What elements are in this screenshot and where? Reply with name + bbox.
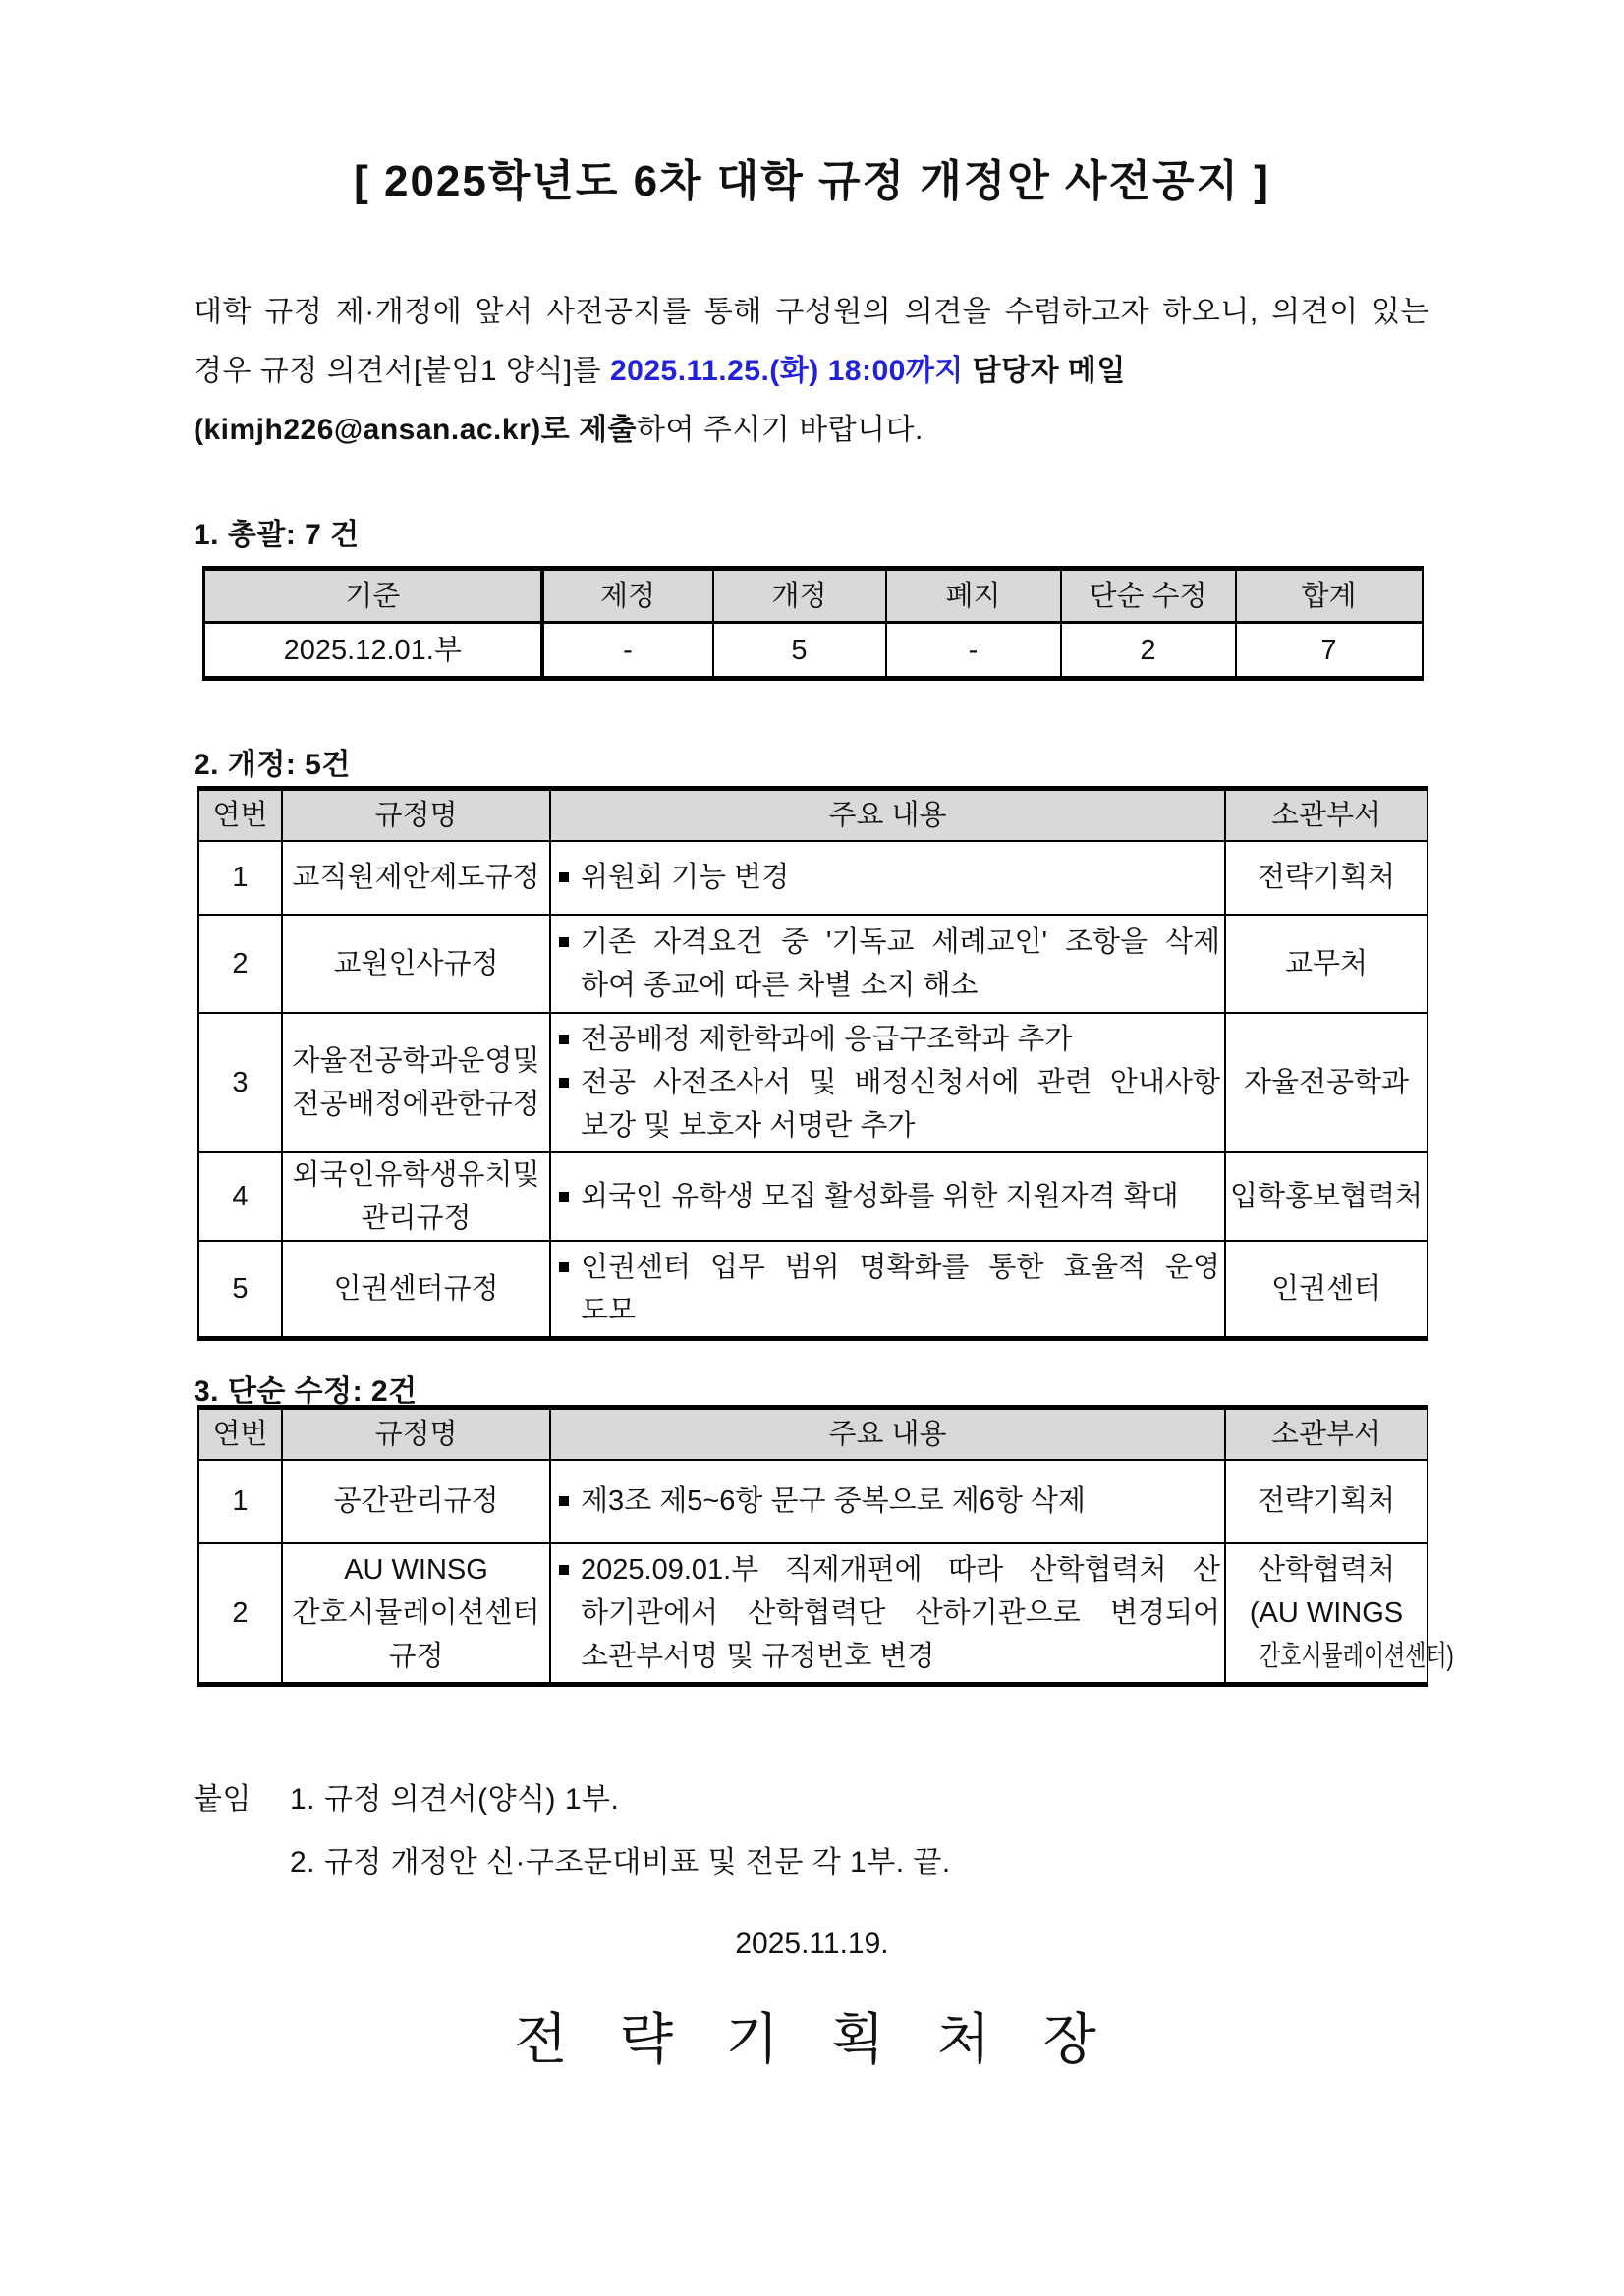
col-header-basis: 기준 (204, 569, 542, 623)
intro-line-2 (194, 342, 1429, 401)
table-row (198, 1241, 1428, 1339)
square-bullet-icon (559, 1262, 569, 1272)
section-1-heading: 1. 총괄: 7 건 (194, 519, 360, 551)
col-header-enacted: 제정 (542, 569, 713, 623)
table-row (198, 1013, 1428, 1152)
content-item: 제3조 제5~6항 문구 중복으로 제6항 삭제 (551, 1480, 1220, 1523)
col-header-department: 소관부서 (1225, 1408, 1428, 1460)
simple-edits-table-header-row (198, 1408, 1428, 1460)
square-bullet-icon (559, 1565, 569, 1575)
cell-no: 2 (198, 1543, 282, 1685)
table-row (198, 841, 1428, 915)
intro-line-1: 대학 규정 제·개정에 앞서 사전공지를 통해 구성원의 의견을 수렴하고자 하오니, 의견이 있는 (194, 296, 1429, 328)
cell-regulation-name: 외국인유학생유치및 관리규정 (282, 1152, 550, 1241)
cell-department: 산학협력처 (AU WINGS 간호시뮬레이션센터) (1225, 1543, 1428, 1685)
cell-department: 인권센터 (1225, 1241, 1428, 1339)
section-2-heading: 2. 개정: 5건 (194, 749, 351, 781)
col-header-department: 소관부서 (1225, 789, 1428, 841)
intro-line-3-rest: 하여 주시기 바랍니다. (637, 414, 924, 446)
square-bullet-icon (559, 1496, 569, 1506)
section-3-heading: 3. 단순 수정: 2건 (194, 1375, 418, 1408)
table-row (198, 915, 1428, 1013)
document-date: 2025.11.19. (735, 1928, 889, 1960)
content-item: 외국인 유학생 모집 활성화를 위한 지원자격 확대 (551, 1175, 1220, 1218)
cell-regulation-name: 공간관리규정 (282, 1460, 550, 1543)
cell-amended-count: 5 (713, 623, 886, 679)
intro-paragraph (194, 283, 1429, 460)
attachment-item-2: 2. 규정 개정안 신·구조문대비표 및 전문 각 1부. 끝. (290, 1846, 951, 1878)
summary-table-header-row (204, 569, 1423, 623)
cell-no: 2 (198, 915, 282, 1013)
amendments-table-header-row (198, 789, 1428, 841)
intro-line-2-text: 경우 규정 의견서[붙임1 양식]를 (194, 355, 610, 387)
content-item: 기존 자격요건 중 '기독교 세례교인' 조항을 삭제 하여 종교에 따른 차별 소지 해소 (551, 921, 1220, 1007)
content-item: 인권센터 업무 범위 명확화를 통한 효율적 운영 도모 (551, 1246, 1220, 1332)
summary-table (202, 566, 1424, 681)
cell-department: 입학홍보협력처 (1225, 1152, 1428, 1241)
cell-main-content (550, 915, 1225, 1013)
cell-regulation-name: 교원인사규정 (282, 915, 550, 1013)
attachment-item-1: 1. 규정 의견서(양식) 1부. (290, 1783, 620, 1816)
col-header-no: 연번 (198, 789, 282, 841)
col-header-regulation-name: 규정명 (282, 1408, 550, 1460)
cell-basis-date: 2025.12.01.부 (204, 623, 542, 679)
content-item: 위원회 기능 변경 (551, 856, 1220, 899)
col-header-simple-edit: 단순 수정 (1061, 569, 1236, 623)
col-header-main-content: 주요 내용 (550, 1408, 1225, 1460)
contact-email: (kimjh226@ansan.ac.kr)로 제출 (194, 414, 638, 446)
page-title: [ 2025학년도 6차 대학 규정 개정안 사전공지 ] (354, 157, 1270, 205)
square-bullet-icon (559, 872, 569, 882)
attachment-row-1 (194, 1768, 1451, 1831)
square-bullet-icon (559, 1035, 569, 1044)
col-header-no: 연번 (198, 1408, 282, 1460)
content-item: 전공 사전조사서 및 배정신청서에 관련 안내사항 보강 및 보호자 서명란 추가 (551, 1061, 1220, 1148)
intro-line-3 (194, 401, 1429, 460)
cell-main-content (550, 1460, 1225, 1543)
col-header-total: 합계 (1236, 569, 1423, 623)
summary-table-data-row (204, 623, 1423, 679)
table-row (198, 1543, 1428, 1685)
cell-no: 3 (198, 1013, 282, 1152)
cell-regulation-name: 교직원제안제도규정 (282, 841, 550, 915)
amendments-table (197, 786, 1428, 1341)
content-item: 전공배정 제한학과에 응급구조학과 추가 (551, 1018, 1220, 1061)
cell-enacted-count: - (542, 623, 713, 679)
table-row (198, 1460, 1428, 1543)
cell-no: 1 (198, 841, 282, 915)
cell-main-content (550, 1013, 1225, 1152)
attachment-label: 붙임 (194, 1783, 252, 1816)
cell-department: 자율전공학과 (1225, 1013, 1428, 1152)
col-header-amended: 개정 (713, 569, 886, 623)
cell-regulation-name: 자율전공학과운영및 전공배정에관한규정 (282, 1013, 550, 1152)
contact-label: 담당자 메일 (963, 355, 1126, 387)
simple-edits-table (197, 1405, 1454, 1687)
cell-main-content (550, 1241, 1225, 1339)
cell-simple-edit-count: 2 (1061, 623, 1236, 679)
cell-department: 교무처 (1225, 915, 1428, 1013)
table-row (198, 1152, 1428, 1241)
attachment-row-2 (194, 1831, 1451, 1894)
cell-regulation-name: AU WINSG 간호시뮬레이션센터 규정 (282, 1543, 550, 1685)
col-header-main-content: 주요 내용 (550, 789, 1225, 841)
cell-total-count: 7 (1236, 623, 1423, 679)
cell-regulation-name: 인권센터규정 (282, 1241, 550, 1339)
col-header-abolished: 폐지 (886, 569, 1061, 623)
square-bullet-icon (559, 937, 569, 947)
cell-department: 전략기획처 (1225, 841, 1428, 915)
square-bullet-icon (559, 1192, 569, 1202)
cell-department: 전략기획처 (1225, 1460, 1428, 1543)
cell-no: 5 (198, 1241, 282, 1339)
cell-main-content (550, 841, 1225, 915)
square-bullet-icon (559, 1078, 569, 1088)
cell-main-content (550, 1152, 1225, 1241)
signer-title: 전 략 기 획 처 장 (514, 2008, 1110, 2070)
cell-abolished-count: - (886, 623, 1061, 679)
attachment-label-spacer (194, 1831, 290, 1894)
cell-no: 1 (198, 1460, 282, 1543)
col-header-regulation-name: 규정명 (282, 789, 550, 841)
content-item: 2025.09.01.부 직제개편에 따라 산학협력처 산 하기관에서 산학협력단 산하기관으로 변경되어 소관부서명 및 규정번호 변경 (551, 1548, 1220, 1678)
attachments-block (194, 1768, 1451, 1894)
deadline-text: 2025.11.25.(화) 18:00까지 (609, 355, 964, 387)
cell-main-content (550, 1543, 1225, 1685)
cell-no: 4 (198, 1152, 282, 1241)
